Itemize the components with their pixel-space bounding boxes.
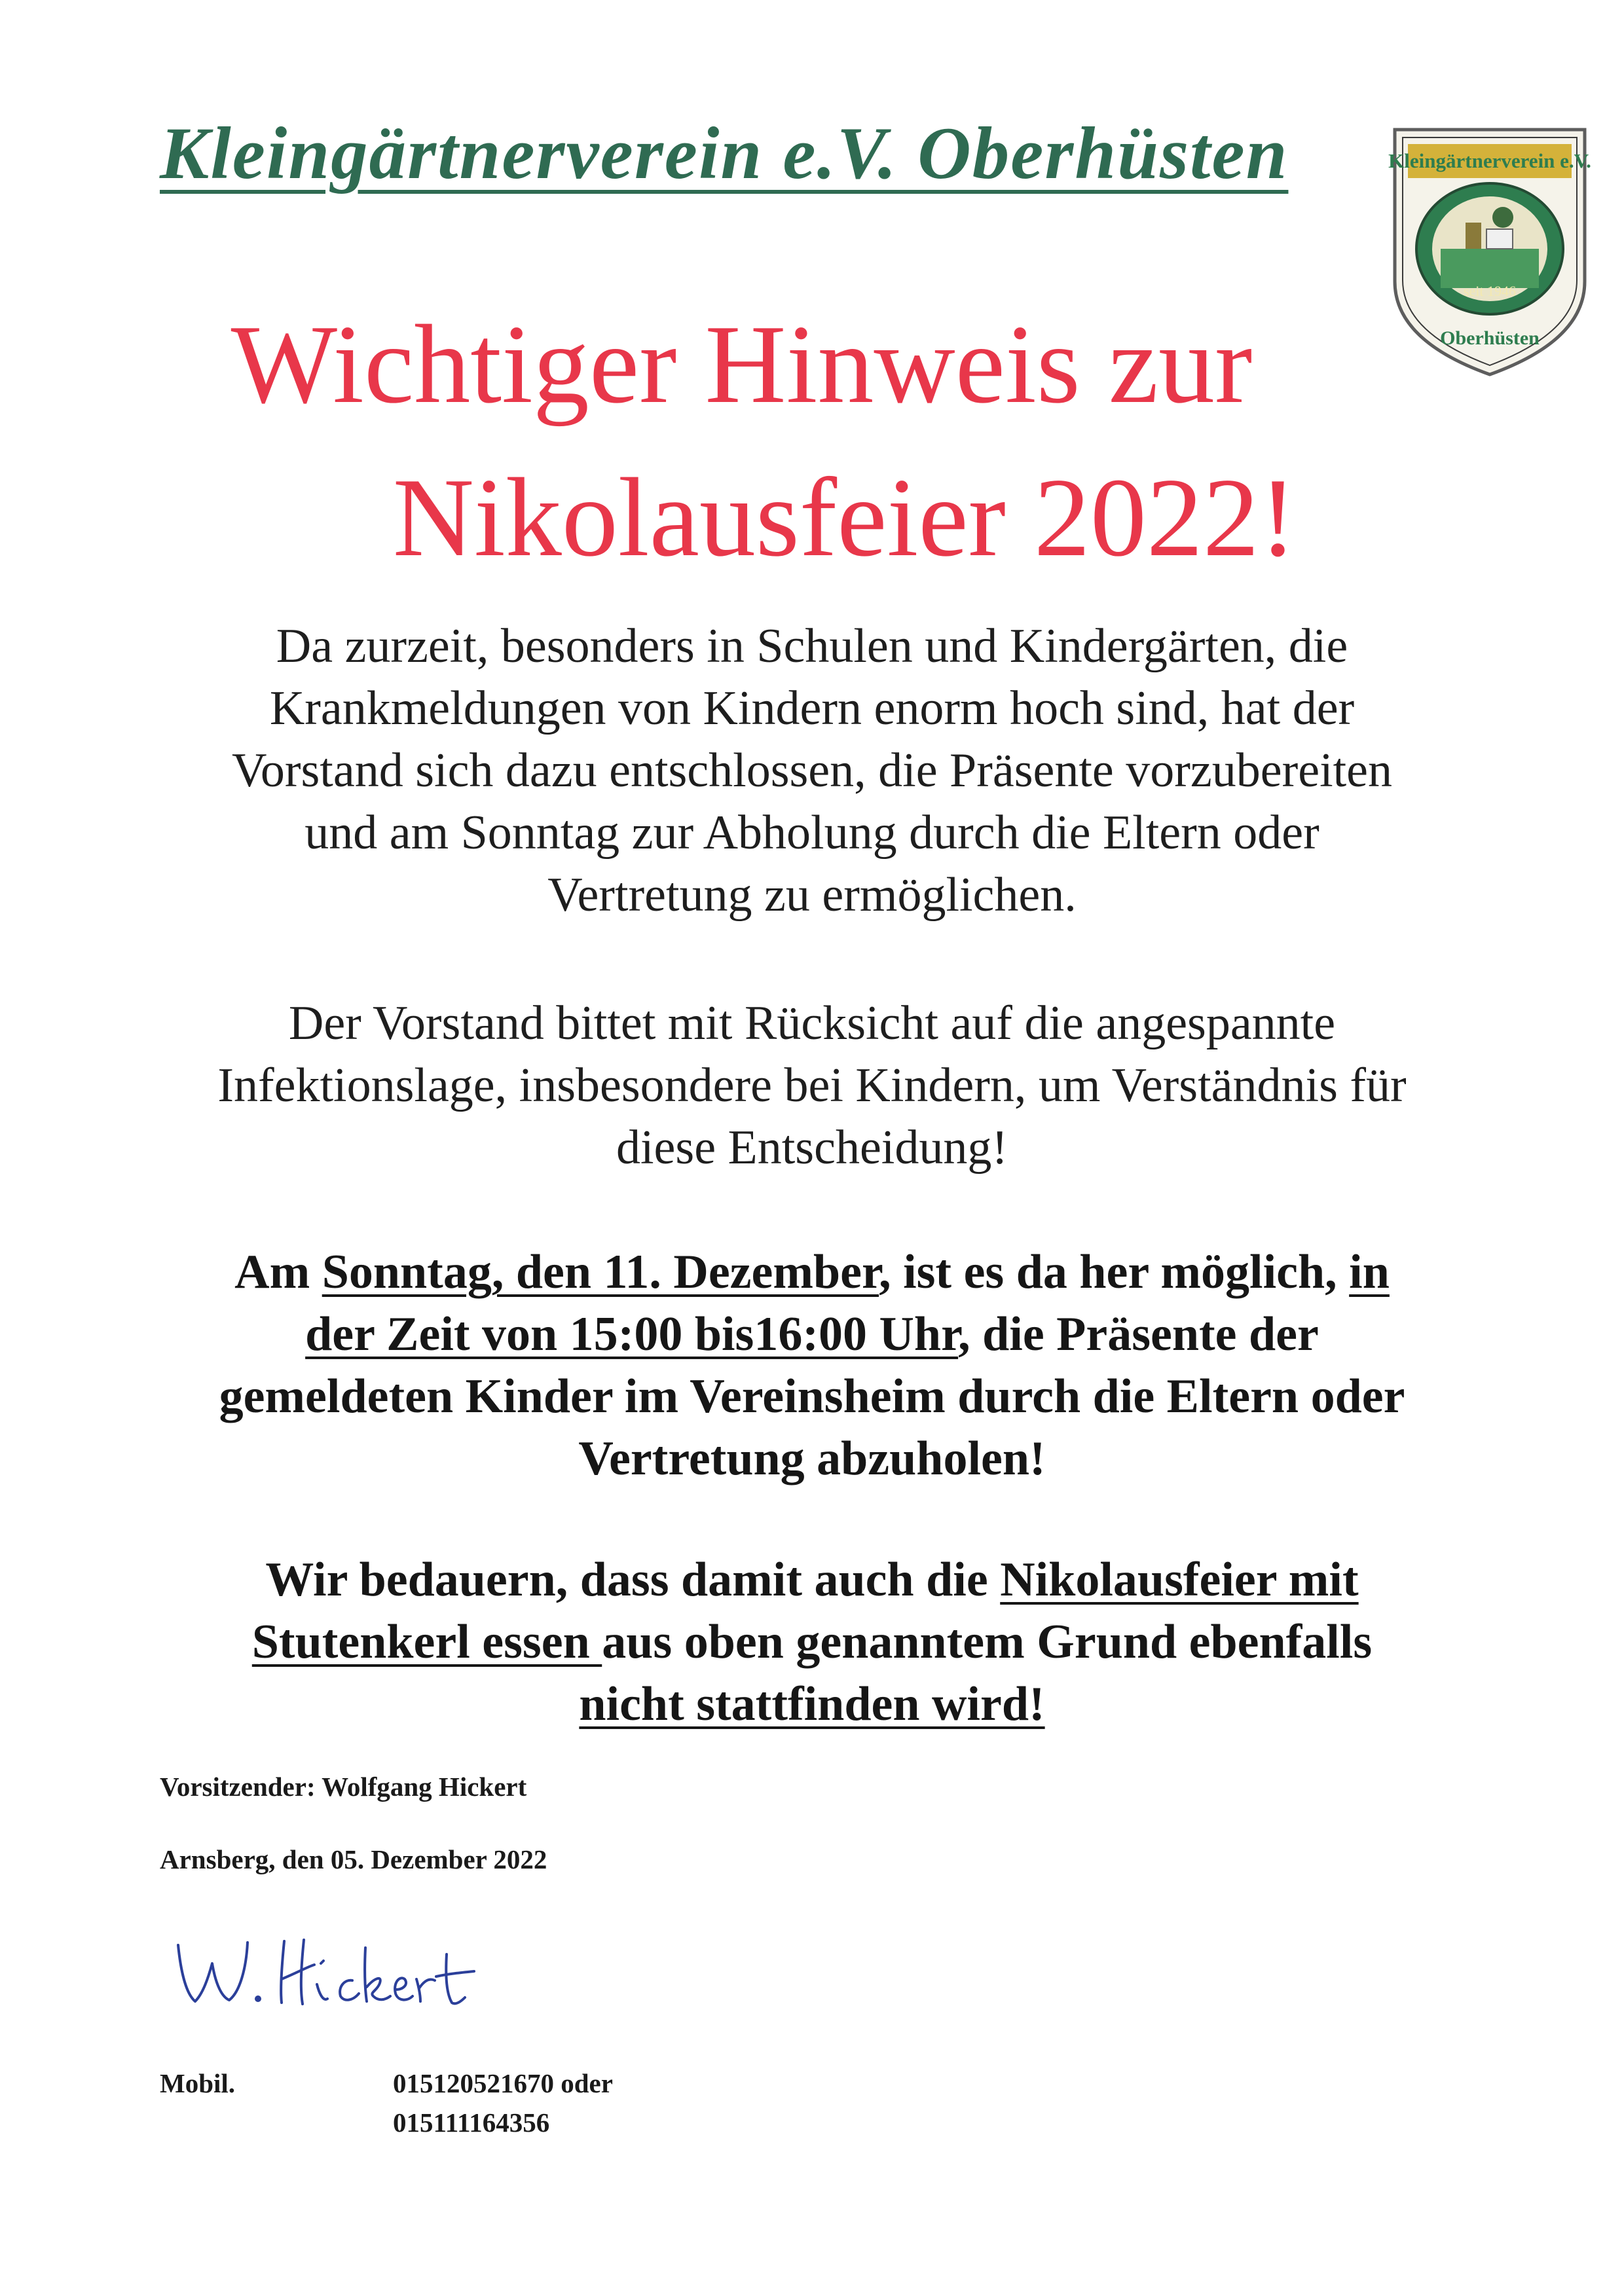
logo-bottom-text: Oberhüsten bbox=[1440, 327, 1540, 349]
cancellation-info bbox=[131, 1549, 1493, 1736]
text-span: Am bbox=[234, 1245, 322, 1299]
paragraph-1-line: Da zurzeit, besonders in Schulen und Kindergärten, die bbox=[276, 619, 1348, 673]
logo-year-text: seit 1946 bbox=[1463, 283, 1517, 299]
club-name-text: Kleingärtnerverein e.V. Oberhüsten bbox=[160, 113, 1289, 194]
club-name bbox=[160, 111, 1338, 196]
text-span-underlined: Nikolausfeier mit bbox=[1000, 1553, 1359, 1607]
paragraph-2-line: Der Vorstand bittet mit Rücksicht auf die angespannte bbox=[288, 996, 1336, 1050]
pickup-info bbox=[131, 1241, 1493, 1490]
cancel-line-1 bbox=[131, 1549, 1493, 1611]
pickup-date: Sonntag, den 11. Dezember bbox=[322, 1245, 879, 1299]
pickup-line-2 bbox=[131, 1303, 1493, 1366]
paragraph-1-line: und am Sonntag zur Abholung durch die Eltern oder bbox=[304, 806, 1320, 860]
signature bbox=[169, 1915, 483, 2046]
chair-person: Vorsitzender: Wolfgang Hickert bbox=[160, 1772, 527, 1802]
cancel-line-2 bbox=[131, 1611, 1493, 1673]
mobil-label: Mobil. bbox=[160, 2068, 236, 2098]
headline-line-2: Nikolausfeier 2022! bbox=[392, 456, 1297, 580]
headline-line-1: Wichtiger Hinweis zur bbox=[231, 302, 1253, 427]
cancel-line-3 bbox=[131, 1673, 1493, 1736]
paragraph-1-line: Vertretung zu ermöglichen. bbox=[547, 868, 1077, 922]
pickup-line-4: Vertretung abzuholen! bbox=[578, 1432, 1046, 1485]
paragraph-1-line: Vorstand sich dazu entschlossen, die Präsente vorzubereiten bbox=[231, 744, 1393, 797]
logo-top-text: Kleingärtnerverein e.V. bbox=[1388, 149, 1591, 172]
text-span: , die Präsente der bbox=[958, 1307, 1319, 1361]
text-span: Wir bedauern, dass damit auch die bbox=[265, 1553, 1001, 1607]
text-span: aus oben genanntem Grund ebenfalls bbox=[602, 1615, 1373, 1669]
pickup-line-1 bbox=[131, 1241, 1493, 1303]
paragraph-2-line: diese Entscheidung! bbox=[616, 1121, 1008, 1175]
text-span: , ist es da her möglich, bbox=[879, 1245, 1350, 1299]
headline bbox=[131, 288, 1428, 594]
text-span-underlined: Stutenkerl essen bbox=[251, 1615, 602, 1669]
text-span-underlined: nicht stattfinden wird! bbox=[579, 1677, 1045, 1731]
mobile-number-2: 015111164356 bbox=[393, 2107, 550, 2138]
mobile-number-1: 015120521670 oder bbox=[393, 2068, 613, 2098]
pickup-time: der Zeit von 15:00 bis16:00 Uhr bbox=[305, 1307, 959, 1361]
paragraph-1-line: Krankmeldungen von Kindern enorm hoch sind, hat der bbox=[269, 682, 1355, 735]
paragraph-2-line: Infektionslage, insbesondere bei Kindern, um Verständnis für bbox=[217, 1059, 1407, 1112]
text-span-underlined: in bbox=[1349, 1245, 1390, 1299]
paragraph-1 bbox=[131, 615, 1493, 926]
pickup-line-3: gemeldeten Kinder im Vereinsheim durch die Eltern oder bbox=[219, 1370, 1405, 1423]
paragraph-2 bbox=[131, 993, 1493, 1179]
place-date: Arnsberg, den 05. Dezember 2022 bbox=[160, 1844, 547, 1874]
